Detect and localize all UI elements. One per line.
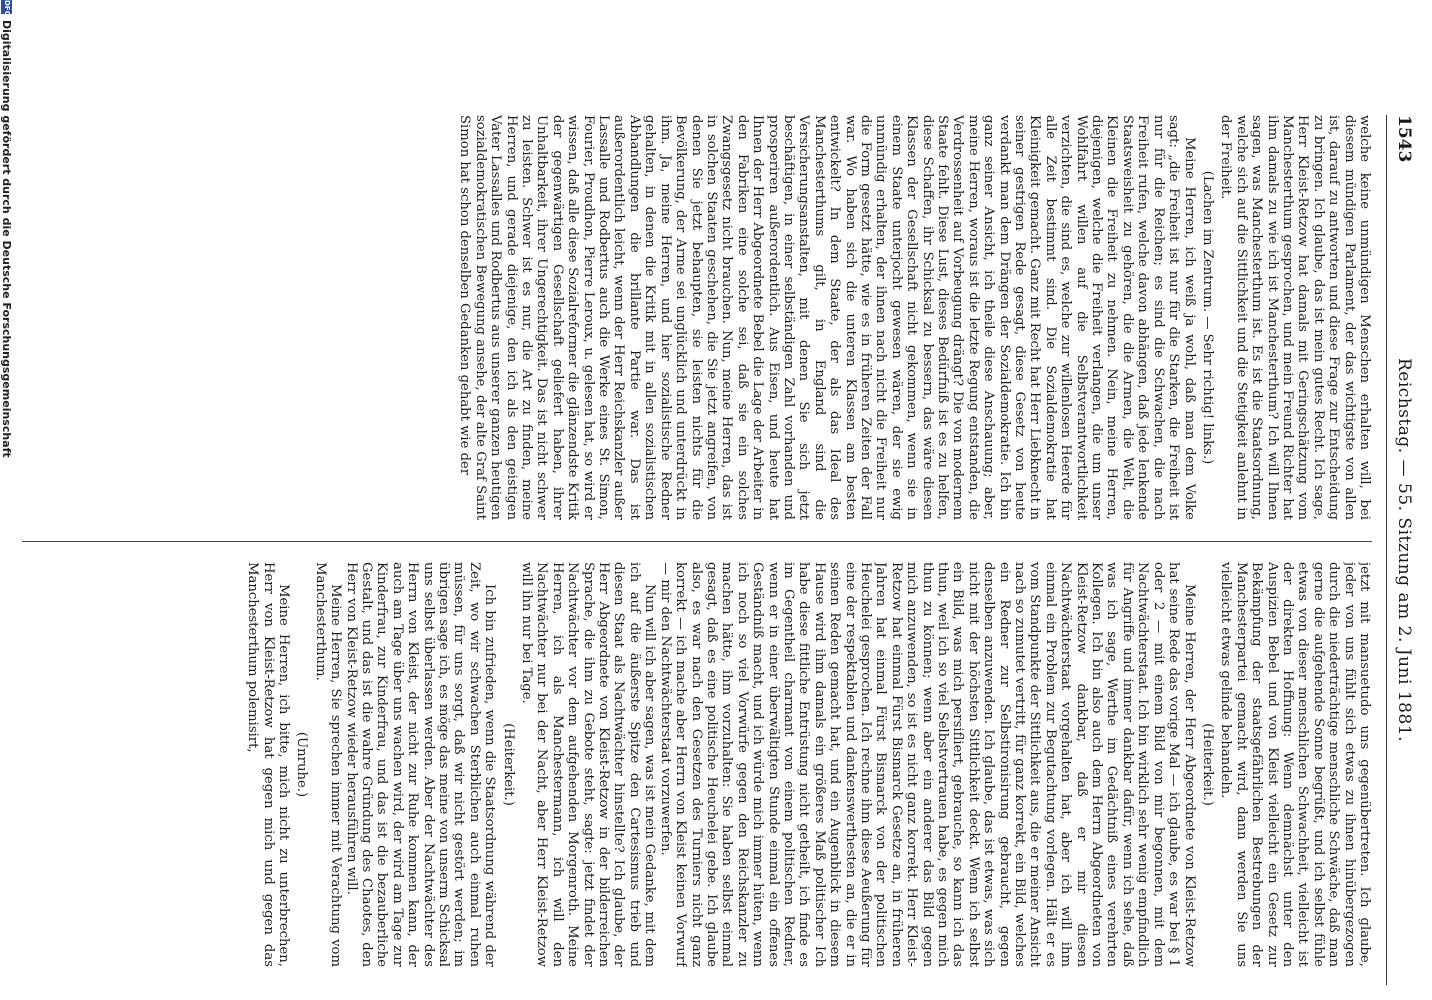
interjection: (Unruhe.) [294,731,310,798]
header-rule [1386,115,1387,985]
interjection: (Lachen im Zentrum. — Sehr richtig! links.) [1199,170,1215,465]
page-number: 1543 [1394,115,1414,163]
paragraph: jetzt mit mansuetudo uns gegenübertreten. Ich glaube, jeder von uns fühlt sich etwas zu ihnen hinübergezogen durch die niederträchtige menschliche Schwäche, daß man gerne die aufgehende Sonne begrüßt, und ich selbst fühle etwas von dieser menschlichen Schwachheit, vielleicht ist der direkten Hoffnung: Wenn demnächst unter den Auspizien Bebel und von Kleist vielleicht ein Gesetz zur Bekämpfung der staatsgefährlichen Bestrebungen der Manchesterpartei gemacht wird, dann werden Sie uns vielleicht etwas gelinde behandeln. [1218,562,1372,967]
interjection: (Heiterkeit.) [500,723,516,806]
interjection: (Heiterkeit.) [1199,723,1215,806]
paragraph: Meine Herren, ich weiß ja wohl, daß man dem Volke sagt: „die Freiheit ist nur für die Starken, die Freiheit ist nur für die Reichen; es sind die Schwachen, die nach Freiheit rufen, welche davon abhängen, daß jede lenkende Staatsweisheit zu gehören, die die Armen, die Welt, die Kleinen die Freiheit zu nehmen. Nein, meine Herren, diejenigen, welche die Freiheit verlangen, die um unser Wohlfahrt willen auf die Selbstverantwortlichkeit verzichten, die sind es, welche zur willenlosen Heerde für alle Zeit bestimmt sind. Die Sozialdemokratie hat Kleinigkeit gemacht. Ganz mit Recht hat Herr Liebknecht in seiner gestrigen Rede gesagt, diese Gesetz von heute verdankt man dem Drängen der Sozialdemokratie. Ich bin ganz seiner Ansicht, ich theile diese Anschauung; aber, meine Herren, woraus ist die letzte Regung entstanden, die Verdrossenheit auf Vorbeugung drängt? Die von modernem Staate fehlt. Diese Lust, dieses Bedürfniß ist es zu helfen, diese Schaffen, ihr Schicksal zu bessern, das wäre diesen Klassen der Gesellschaft nicht gekommen, wenn sie in einem Staate unterjocht gewesen wären, der sie ewig unmündig erhalten, der ihnen nach nicht die Freiheit nur die Form gesetzt hätte, wie es in früheren Zeiten der Fall war. Wo haben sich die unteren Klassen am besten entwickelt? In dem Staate, der als das Ideal des Manchesterthums gilt, in England sind die Versicherungsanstalten, mit denen Sie sich jetzt beschäftigen, in einer selbständigen Zahl vorhanden und prosperiren außerordentlich. Aus Eisen, und heute hat Ihnen der Herr Abgeordnete Bebel die Lage der Arbeiter in den Fabriken eine solche sei, daß sie ein solches Zwangsgesetz nicht brauchen. Nun, meine Herren, das ist in solchen Staaten geschehen, die Sie jetzt angreifen, von denen Sie jetzt behaupten, sie leisten nichts für die Bevölkerung, der Arme sei unglücklich und unterdrückt in ihm. Ja, meine Herren, und hier sozialistische Redner gehalten, in denen die Kritik mit in allen sozialistischen Abhandlungen die brillante Partie war. Das ist außerordentlich leicht, wenn der Herr Reichskanzler außer Lassalle und Rodbertus auch die Werke eines St. Simon, Fourier, Proudhon, Pierre Leroux, u. gelesen hat, so wird er wissen, daß alle diese Sozialreformer die glänzendste Kritik der gegenwärtigen Gesellschaft geliefert haben, ihrer Unhaltbarkeit, ihrer Ungerechtigkeit. Das ist nicht schwer zu leisten. Schwer ist es nur, die Art zu finden, meine Herren, und gerade diejenige, den ich als den geistigen Vater Lassalles und Rodbertus aus unserer ganzen heutigen sozialdemokratischen Bewegung ansehe, der alte Graf Saint Simon hat schon denselben Gedanken gehabt wie der [457,115,1197,520]
digitization-credit: Digitalisierung gefördert durch die Deutsche Forschungsgemeinschaft [0,20,13,458]
column-divider [22,541,1372,542]
paragraph: welche keine unmündigen Menschen erhalten will, bei diesem mündigen Parlament, der das wichtigste von allen ist, darauf zu antworten und diese Frage zur Entscheidung zu bringen. Ich glaube, das ist mein gutes Recht. Ich sage, Herr Kleist-Retzow hat damals mit Geringschätzung vom Manchesterthum gesprochen, und mein Freund Richter hat ihm damals zu wie ich ist Manchesterthum? Ich will Ihnen sagen, was Manchesterthum ist. Es ist die Staatsordnung, welche sich auf die Sittlichkeit und die Stetigkeit anlehnt in der Freiheit. [1218,115,1372,520]
dfg-logo-icon: DFG [3,0,11,17]
page-title: Reichstag. — 55. Sitzung am 2. Juni 1881. [1394,357,1414,743]
paragraph: Nun will ich aber sagen, was ist mein Gedanke, mit dem ich auf die äußerste Spitze den Cartesismus trieb und diesen Staat als Nachtwächter hinstellte? Ich glaube, der Herr Abgeordnete von Kleist-Retzow in der bilderreichen Sprache, die ihm zu Gebote steht, sagte: jetzt findet der Nachtwächter vor dem aufgehenden Morgenroth. Meine Herren, ich als Manchestermann, ich will den Nachtwächter nur bei der Nacht, aber Herr Kleist-Retzow will ihn nur bei Tage. [519,562,658,967]
paragraph: Meine Herren, ich bitte, mich nicht zu unterbrechen, Herr von Kleist-Retzow hat gegen mich und gegen das Manchesterthum polemisirt, [245,562,291,967]
page-header [1392,115,1432,985]
paragraph: Meine Herren, Sie sprechen immer mit Verachtung vom Manchesterthum. [312,562,344,967]
page-footer [0,0,12,1000]
text-column-left [17,115,1372,520]
paragraph: Ich bin zufrieden, wenn die Staatsordnung während der Zeit, wo wir schwachen Sterblichen auch einmal ruhen müssen, für uns sorgt, daß wir nicht gestört werden; im übrigen sage ich, es möge das meine von unserm Schicksal uns selbst überlassen werden. Aber der Nachtwächter des Herrn von Kleist, der nicht zur Ruhe kommen kann, der auch am Tage über uns wachen wird, der wird am Tage zur Kinderfrau, zur Kinderfrau, und das ist die bezauberliche Gestalt, und das ist die wahre Gründung des Chaotes, den Herr von Kleist-Retzow wieder herausführen will. [343,562,498,967]
text-column-right [17,562,1372,967]
paragraph: Meine Herren, der Herr Abgeordnete von Kleist-Retzow hat seine Rede das vorige Mal — ich glaube, es war bei § 1 oder 2 — mit einem Bild von mir begonnen, mit dem Nachtwächterstaat. Ich bin wirklich sehr wenig empfindlich für Angriffe und immer dankbar dafür, wenn ich sehe, daß was ich sage, Werthe im Gedächtniß eines verehrten Kollegen. Ich bin also auch dem Herrn Abgeordneten von Kleist-Retzow dankbar, daß er mir diesen Nachtwächterstaat vorgehalten hat, aber ich will ihm einmal ein Problem zur Begutachtung vorlegen. Hält er es vom Standpunkte der Sittlichkeit aus, die er meiner Ansicht nach so zumutet vertritt, für ganz korrekt, ein Bild, welches ein Redner zur Selbstironisirung gebraucht, gegen denselben anzuwenden. Ich glaube, das ist etwas, was sich nicht mit der höchsten Sittlichkeit deckt. Wenn ich selbst ein Bild, was mich persifliert, gebrauche, so kann ich das thun, weil ich so viel Selbstvertrauen habe, es gegen mich thun zu können; wenn aber ein anderer das Bild gegen mich anzuwenden, so ist es nicht ganz korrekt. Herr Kleist-Retzow hat einmal Fürst Bismarck Gesetze an, in früheren Jahren hat einmal Fürst Bismarck von der politischen Heuchelei gesprochen. Ich rechne ihm diese Aeußerung für eine der respektablen und dankenswerthesten an, die er in seinen Reden gemacht hat, und ein Augenblick in diesem Hause wird ihm damals ein größeres Maß politischer Ich habe diese fittliche Entrüstung nicht getheilt, ich finde es im Gegentheil charmant von einem politischen Redner, wenn er in einer überwältigten Stunde einmal ein offenes Geständniß macht, und ich würde mich immer hüten, wenn ich noch so viel Vorwürfe gegen den Reichskanzler zu machen hätte, ihm vorzuhalten: Sie haben selbst einmal gesagt, daß es eine politische Heuchelei gebe. Ich glaube also, es war nach den Gesetzen des Turniers nicht ganz korrekt — ich mache aber Herrn von Kleist keinen Vorwurf — mir den Nachtwächterstaat vorzuwerfen. [657,562,1197,967]
